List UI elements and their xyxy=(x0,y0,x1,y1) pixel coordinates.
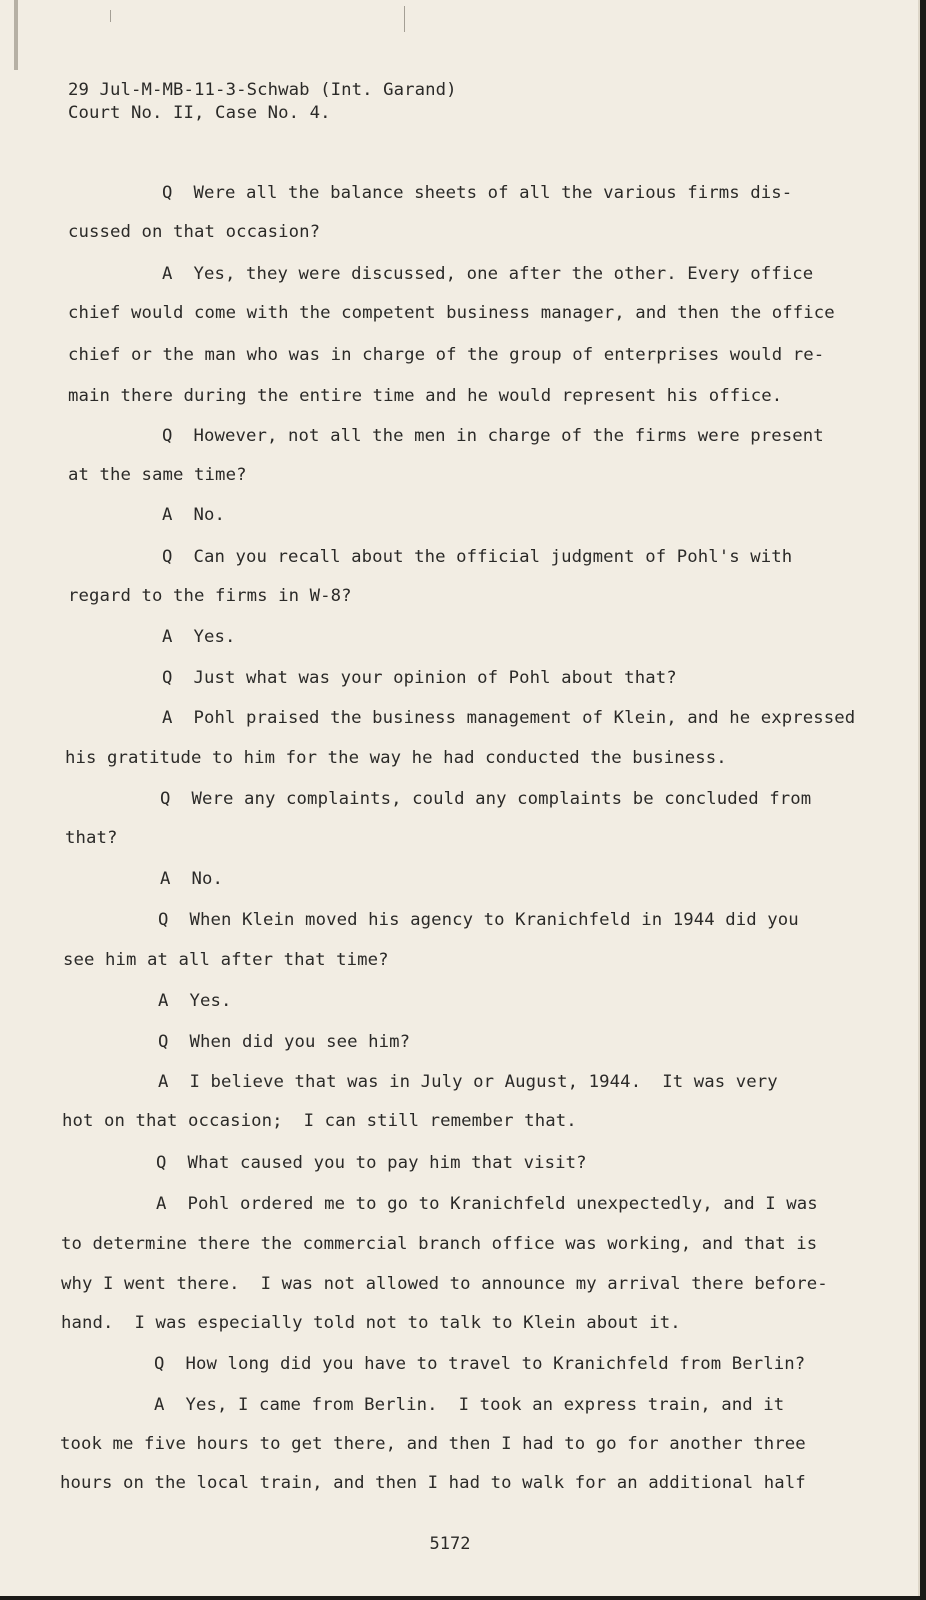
body-line: A Pohl ordered me to go to Kranichfeld unexpectedly, and I was xyxy=(156,1194,818,1214)
body-line: why I went there. I was not allowed to announce my arrival there before- xyxy=(61,1274,828,1294)
body-line: A No. xyxy=(162,505,226,525)
body-line: at the same time? xyxy=(68,465,247,485)
body-line: chief or the man who was in charge of the group of enterprises would re- xyxy=(68,345,825,365)
body-line: Q Can you recall about the official judgment of Pohl's with xyxy=(162,547,793,567)
body-line: A Yes. xyxy=(158,991,232,1011)
top-tick-mark xyxy=(110,10,111,22)
body-line: Q When did you see him? xyxy=(158,1032,411,1052)
body-line: see him at all after that time? xyxy=(63,950,389,970)
body-line: that? xyxy=(65,828,118,848)
body-line: main there during the entire time and he would represent his office. xyxy=(68,386,783,406)
body-line: hand. I was especially told not to talk to Klein about it. xyxy=(61,1313,681,1333)
body-line: A No. xyxy=(160,869,224,889)
top-tick-mark xyxy=(404,6,405,32)
body-line: Q Just what was your opinion of Pohl about that? xyxy=(162,668,677,688)
body-line: A Yes, they were discussed, one after the other. Every office xyxy=(162,264,814,284)
body-line: hours on the local train, and then I had to walk for an additional half xyxy=(60,1473,806,1493)
body-line: cussed on that occasion? xyxy=(68,222,321,242)
body-line: A I believe that was in July or August, 1944. It was very xyxy=(158,1072,778,1092)
body-line: hot on that occasion; I can still remember that. xyxy=(62,1111,577,1131)
header-line-1: 29 Jul-M-MB-11-3-Schwab (Int. Garand) xyxy=(68,80,457,100)
body-line: Q Were any complaints, could any complaints be concluded from xyxy=(160,789,812,809)
body-line: to determine there the commercial branch office was working, and that is xyxy=(61,1234,818,1254)
body-line: took me five hours to get there, and then I had to go for another three xyxy=(60,1434,806,1454)
body-line: A Yes. xyxy=(162,627,236,647)
body-line: Q What caused you to pay him that visit? xyxy=(156,1153,587,1173)
page-number: 5172 xyxy=(429,1534,471,1554)
margin-mark xyxy=(14,0,18,70)
body-line: A Yes, I came from Berlin. I took an express train, and it xyxy=(154,1395,785,1415)
header-line-2: Court No. II, Case No. 4. xyxy=(68,103,331,123)
body-line: Q Were all the balance sheets of all the various firms dis- xyxy=(162,183,793,203)
body-line: A Pohl praised the business management of Klein, and he expressed xyxy=(162,708,856,728)
body-line: his gratitude to him for the way he had conducted the business. xyxy=(65,748,727,768)
body-line: Q However, not all the men in charge of the firms were present xyxy=(162,426,824,446)
body-line: regard to the firms in W-8? xyxy=(68,586,352,606)
body-line: Q When Klein moved his agency to Kranichfeld in 1944 did you xyxy=(158,910,799,930)
body-line: chief would come with the competent business manager, and then the office xyxy=(68,303,835,323)
body-line: Q How long did you have to travel to Kranichfeld from Berlin? xyxy=(154,1354,806,1374)
